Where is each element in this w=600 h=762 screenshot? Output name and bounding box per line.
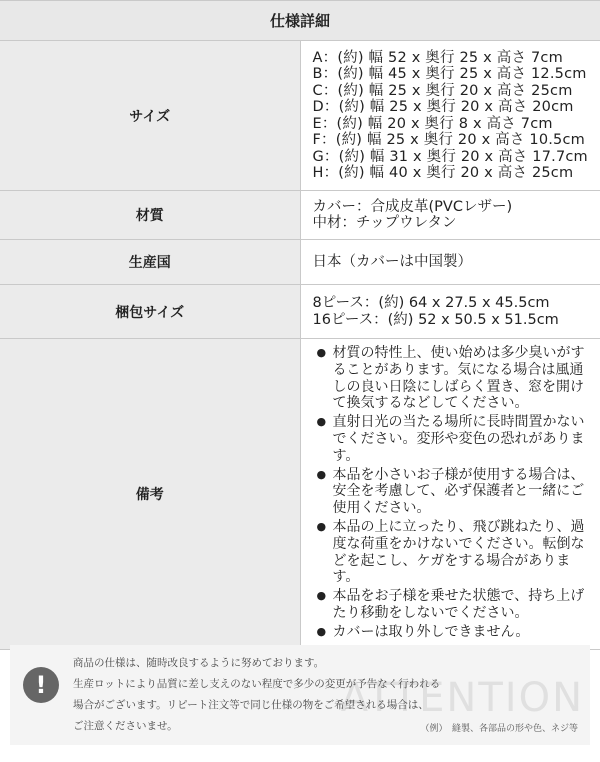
bullet-icon: ● bbox=[316, 624, 327, 638]
attention-watermark: ATTENTION bbox=[340, 675, 584, 721]
notice-line: 場合がございます。リピート注文等で同じ仕様の物をご希望される場合は、 bbox=[73, 699, 429, 711]
size-line: F：(約) 幅 25 x 奥行 20 x 高さ 10.5cm bbox=[312, 132, 585, 148]
notice-example: （例） 縫製、各部品の形や色、ネジ等 bbox=[420, 724, 578, 734]
note-item bbox=[313, 414, 600, 464]
size-line: E：(約) 幅 20 x 奥行 8 x 高さ 7cm bbox=[312, 115, 553, 132]
notes-values bbox=[300, 339, 600, 650]
size-values bbox=[300, 41, 600, 191]
notes-list bbox=[313, 345, 600, 641]
bullet-icon: ● bbox=[316, 589, 327, 603]
size-line: B：(約) 幅 45 x 奥行 25 x 高さ 12.5cm bbox=[312, 66, 587, 82]
notice-line: 商品の仕様は、随時改良するように努めております。 bbox=[73, 657, 325, 669]
material-line: 中材：チップウレタン bbox=[312, 215, 457, 231]
material-line: カバー：合成皮革(PVCレザー) bbox=[312, 198, 513, 215]
note-item bbox=[313, 467, 600, 517]
row-label-package-size: 梱包サイズ bbox=[0, 285, 300, 339]
bullet-icon: ● bbox=[316, 519, 327, 533]
size-line: D：(約) 幅 25 x 奥行 20 x 高さ 20cm bbox=[312, 99, 574, 115]
exclamation-icon: ! bbox=[23, 667, 59, 703]
row-label-origin: 生産国 bbox=[0, 240, 300, 285]
row-label-size: サイズ bbox=[0, 41, 300, 191]
note-text: 本品をお子様を乗せた状態で、持ち上げたり移動をしないでください。 bbox=[332, 588, 585, 621]
size-line: A：(約) 幅 52 x 奥行 25 x 高さ 7cm bbox=[312, 49, 563, 66]
origin-value bbox=[300, 240, 600, 285]
note-text: 材質の特性上、使い始めは多少臭いがすることがあります。気になる場合は風通しの良い日陰にしばらく置き、窓を開けて換気するなどしてください。 bbox=[332, 345, 585, 412]
note-text: 本品の上に立ったり、飛び跳ねたり、過度な荷重をかけないでください。転倒などを起こし、ケガをする場合があります。 bbox=[332, 518, 585, 586]
package-line: 8ピース：(約) 64 x 27.5 x 45.5cm bbox=[312, 295, 550, 311]
spec-title: 仕様詳細 bbox=[0, 1, 600, 41]
bullet-icon: ● bbox=[316, 346, 327, 359]
note-item bbox=[313, 624, 600, 641]
notice-line: ご注意くださいませ。 bbox=[73, 720, 178, 732]
note-item bbox=[313, 345, 600, 412]
material-values bbox=[300, 191, 600, 240]
note-item bbox=[313, 588, 600, 622]
notice-line: 生産ロットにより品質に差し支えのない程度で多少の変更が予告なく行われる bbox=[73, 678, 441, 690]
row-label-notes: 備考 bbox=[0, 339, 300, 650]
bullet-icon: ● bbox=[316, 467, 327, 481]
note-text: 本品を小さいお子様が使用する場合は、安全を考慮して、必ず保護者と一緒にご使用ください。 bbox=[332, 466, 585, 517]
attention-notice bbox=[10, 645, 590, 745]
size-line: C：(約) 幅 25 x 奥行 20 x 高さ 25cm bbox=[312, 82, 573, 99]
note-text: 直射日光の当たる場所に長時間置かないでください。変形や変色の恐れがあります。 bbox=[332, 414, 585, 464]
bullet-icon: ● bbox=[316, 415, 327, 429]
package-values bbox=[300, 285, 600, 339]
note-text: カバーは取り外しできません。 bbox=[332, 623, 530, 640]
origin-line: 日本（カバーは中国製） bbox=[312, 253, 472, 270]
package-line: 16ピース：(約) 52 x 50.5 x 51.5cm bbox=[312, 311, 559, 328]
size-line: G：(約) 幅 31 x 奥行 20 x 高さ 17.7cm bbox=[312, 148, 588, 165]
note-item bbox=[313, 519, 600, 586]
row-label-material: 材質 bbox=[0, 191, 300, 240]
size-line: H：(約) 幅 40 x 奥行 20 x 高さ 25cm bbox=[312, 165, 574, 181]
